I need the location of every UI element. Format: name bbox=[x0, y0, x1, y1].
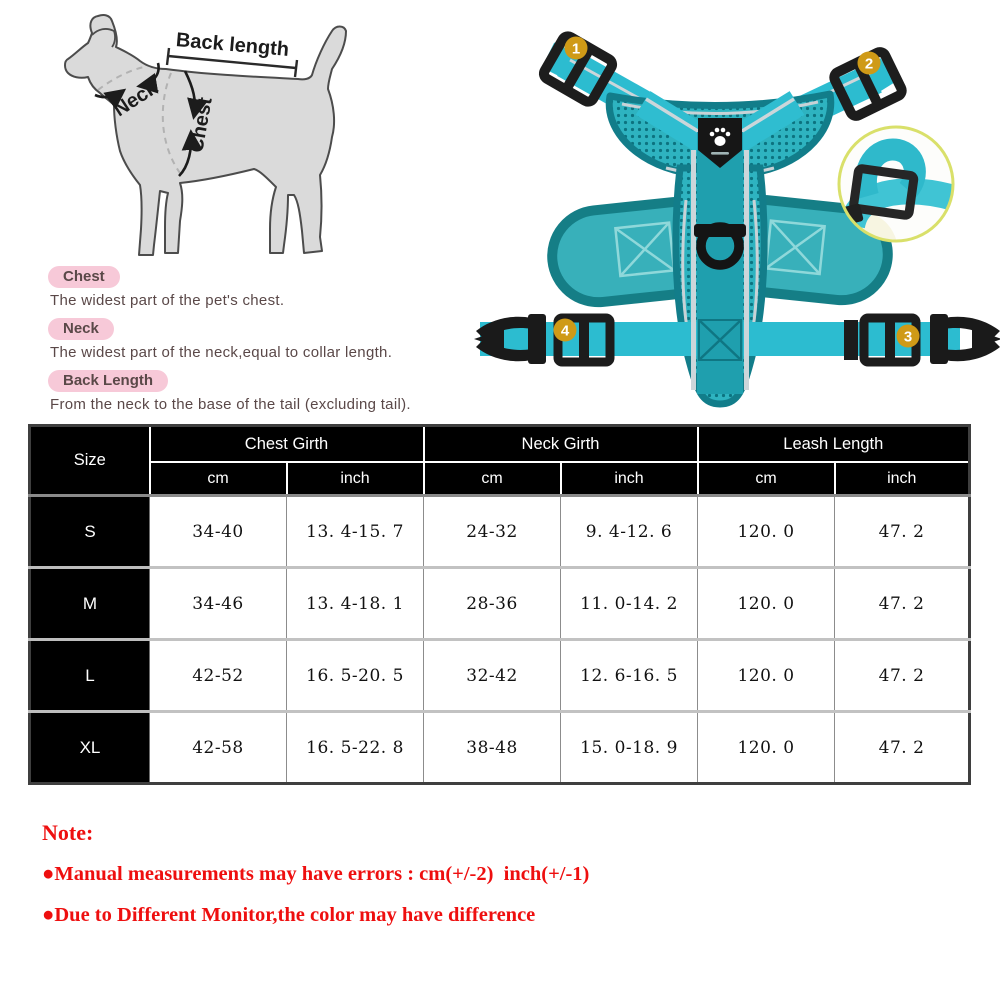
table-cell: 120. 0 bbox=[698, 568, 835, 640]
neck-girth-header: Neck Girth bbox=[424, 426, 698, 463]
svg-text:4: 4 bbox=[560, 322, 570, 340]
size-label: S bbox=[30, 496, 150, 568]
buckle-right bbox=[930, 314, 1000, 364]
table-cell: 12. 6-16. 5 bbox=[561, 640, 698, 712]
back-length-label: Back length bbox=[175, 29, 290, 61]
unit-header: cm bbox=[150, 462, 287, 496]
unit-header: inch bbox=[287, 462, 424, 496]
table-header-group-row bbox=[30, 426, 970, 463]
table-cell: 13. 4-18. 1 bbox=[287, 568, 424, 640]
marker-1 bbox=[565, 37, 588, 60]
table-cell: 24-32 bbox=[424, 496, 561, 568]
table-row-m bbox=[30, 568, 970, 640]
table-cell: 42-58 bbox=[150, 712, 287, 784]
size-label: M bbox=[30, 568, 150, 640]
svg-text:1: 1 bbox=[571, 40, 581, 58]
back-length-term-pill: Back Length bbox=[48, 370, 168, 392]
definition-neck bbox=[48, 318, 528, 361]
table-cell: 38-48 bbox=[424, 712, 561, 784]
table-cell: 47. 2 bbox=[835, 640, 970, 712]
strap-keeper bbox=[844, 320, 858, 360]
chest-girth-header: Chest Girth bbox=[150, 426, 424, 463]
definition-chest bbox=[48, 266, 528, 309]
table-cell: 120. 0 bbox=[698, 640, 835, 712]
dog-measurement-diagram bbox=[40, 5, 360, 270]
svg-text:3: 3 bbox=[903, 328, 913, 346]
table-cell: 34-40 bbox=[150, 496, 287, 568]
size-label: XL bbox=[30, 712, 150, 784]
neck-term-pill: Neck bbox=[48, 318, 114, 340]
note-item-monitor-color: ●Due to Different Monitor,the color may have difference bbox=[42, 904, 536, 926]
size-table bbox=[28, 424, 971, 785]
table-cell: 15. 0-18. 9 bbox=[561, 712, 698, 784]
table-cell: 42-52 bbox=[150, 640, 287, 712]
table-cell: 11. 0-14. 2 bbox=[561, 568, 698, 640]
table-cell: 47. 2 bbox=[835, 712, 970, 784]
neck-label: Neck bbox=[109, 76, 162, 122]
table-row-xl bbox=[30, 712, 970, 784]
marker-4 bbox=[554, 319, 577, 342]
table-cell: 16. 5-22. 8 bbox=[287, 712, 424, 784]
unit-header: cm bbox=[698, 462, 835, 496]
measurement-definitions bbox=[48, 266, 528, 422]
table-cell: 47. 2 bbox=[835, 568, 970, 640]
table-header-unit-row bbox=[30, 462, 970, 496]
chest-definition-text: The widest part of the pet's chest. bbox=[50, 292, 285, 309]
table-cell: 13. 4-15. 7 bbox=[287, 496, 424, 568]
table-cell: 120. 0 bbox=[698, 712, 835, 784]
svg-text:2: 2 bbox=[864, 55, 874, 73]
unit-header: cm bbox=[424, 462, 561, 496]
note-title: Note: bbox=[42, 820, 94, 845]
back-length-definition-text: From the neck to the base of the tail (excluding tail). bbox=[50, 396, 411, 413]
table-cell: 9. 4-12. 6 bbox=[561, 496, 698, 568]
note-item-measurement-error: ●Manual measurements may have errors : cm(+/-2) inch(+/-1) bbox=[42, 863, 590, 885]
chest-label: Chest bbox=[185, 95, 217, 155]
unit-header: inch bbox=[835, 462, 970, 496]
table-cell: 28-36 bbox=[424, 568, 561, 640]
table-cell: 47. 2 bbox=[835, 496, 970, 568]
size-label: L bbox=[30, 640, 150, 712]
table-row-l bbox=[30, 640, 970, 712]
table-cell: 32-42 bbox=[424, 640, 561, 712]
size-column-header: Size bbox=[30, 426, 150, 496]
definition-back-length bbox=[48, 370, 528, 413]
table-row-s bbox=[30, 496, 970, 568]
marker-3 bbox=[897, 325, 920, 348]
chest-term-pill: Chest bbox=[48, 266, 120, 288]
size-chart bbox=[28, 424, 968, 785]
table-cell: 120. 0 bbox=[698, 496, 835, 568]
unit-header: inch bbox=[561, 462, 698, 496]
note-section bbox=[42, 820, 589, 945]
table-cell: 34-46 bbox=[150, 568, 287, 640]
table-cell: 16. 5-20. 5 bbox=[287, 640, 424, 712]
marker-2 bbox=[858, 52, 881, 75]
leash-length-header: Leash Length bbox=[698, 426, 970, 463]
neck-definition-text: The widest part of the neck,equal to collar length. bbox=[50, 344, 393, 361]
